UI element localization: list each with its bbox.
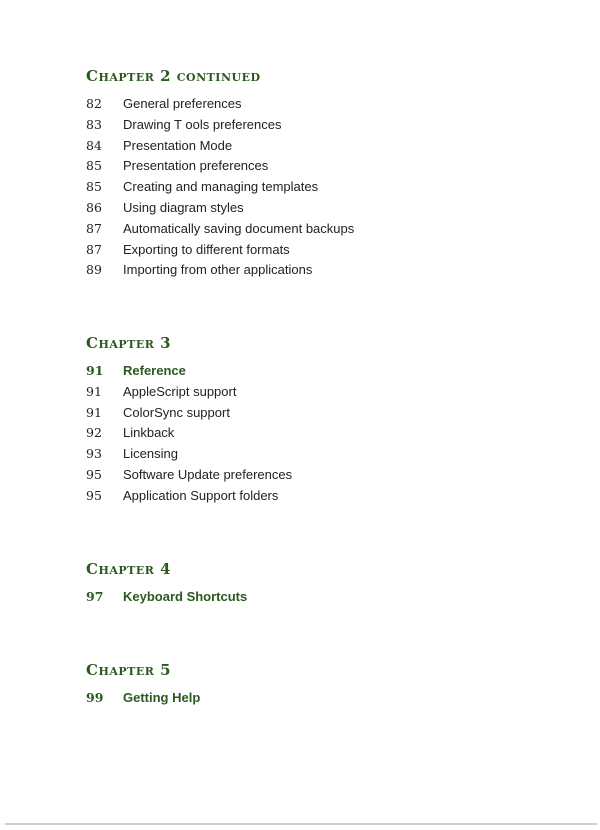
toc-entry[interactable] <box>86 382 292 403</box>
page-number: 95 <box>86 466 102 482</box>
toc-entry[interactable] <box>86 260 354 281</box>
toc-entry-primary[interactable] <box>86 688 200 709</box>
entry-title: Getting Help <box>123 690 201 705</box>
page-number: 97 <box>86 589 104 604</box>
footer-divider <box>5 823 597 825</box>
entry-title: Importing from other applications <box>123 262 313 278</box>
toc-entry[interactable] <box>86 136 354 157</box>
toc-entry-primary[interactable] <box>86 361 292 382</box>
page-number: 85 <box>86 179 102 195</box>
toc-section-chapter-4 <box>86 559 247 608</box>
toc-entry[interactable] <box>86 115 354 136</box>
toc-entry[interactable] <box>86 444 292 465</box>
entry-title: Reference <box>123 363 186 378</box>
entry-title: Licensing <box>123 446 178 462</box>
toc-entry[interactable] <box>86 156 354 177</box>
toc-entry[interactable] <box>86 486 292 507</box>
toc-section-chapter-2-continued <box>86 66 354 281</box>
page-number: 93 <box>86 446 102 462</box>
toc-entry[interactable] <box>86 219 354 240</box>
toc-entry[interactable] <box>86 240 354 261</box>
entry-title: Presentation preferences <box>123 158 269 174</box>
page-number: 91 <box>86 404 102 420</box>
page-number: 83 <box>86 116 102 132</box>
chapter-heading: Chapter 4 <box>86 560 172 578</box>
entry-title: Presentation Mode <box>123 137 233 153</box>
page-number: 99 <box>86 690 104 705</box>
toc-entry[interactable] <box>86 423 292 444</box>
page-number: 95 <box>86 487 102 503</box>
toc-entry[interactable] <box>86 198 354 219</box>
entry-title: Using diagram styles <box>123 199 244 215</box>
toc-list <box>86 94 354 281</box>
page-number: 87 <box>86 241 102 257</box>
page-number: 87 <box>86 220 102 236</box>
entry-title: Automatically saving document backups <box>123 220 355 236</box>
page-number: 85 <box>86 158 102 174</box>
entry-title: Linkback <box>123 425 175 441</box>
toc-section-chapter-5 <box>86 660 200 709</box>
page-number: 82 <box>86 96 102 111</box>
page-number: 91 <box>86 383 102 399</box>
chapter-heading: Chapter 2 continued <box>86 67 261 85</box>
toc-entry[interactable] <box>86 403 292 424</box>
entry-title: Drawing T ools preferences <box>123 116 282 132</box>
toc-list <box>86 361 292 507</box>
entry-title: Application Support folders <box>123 487 279 503</box>
toc-entry[interactable] <box>86 177 354 198</box>
entry-title: Creating and managing templates <box>123 179 319 195</box>
entry-title: ColorSync support <box>123 404 230 420</box>
entry-title: Exporting to different formats <box>123 241 290 257</box>
toc-section-chapter-3 <box>86 333 292 507</box>
toc-list <box>86 688 200 709</box>
toc-list <box>86 587 247 608</box>
entry-title: AppleScript support <box>123 383 237 399</box>
page-number: 84 <box>86 137 102 153</box>
toc-entry[interactable] <box>86 465 292 486</box>
toc-entry[interactable] <box>86 94 354 115</box>
chapter-heading: Chapter 5 <box>86 661 172 679</box>
toc-entry-primary[interactable] <box>86 587 247 608</box>
entry-title: Software Update preferences <box>123 466 293 482</box>
page-number: 91 <box>86 363 104 378</box>
page-number: 89 <box>86 262 102 278</box>
chapter-heading: Chapter 3 <box>86 334 172 352</box>
entry-title: General preferences <box>123 96 242 111</box>
page-number: 92 <box>86 425 102 441</box>
page-number: 86 <box>86 199 102 215</box>
entry-title: Keyboard Shortcuts <box>123 589 248 604</box>
